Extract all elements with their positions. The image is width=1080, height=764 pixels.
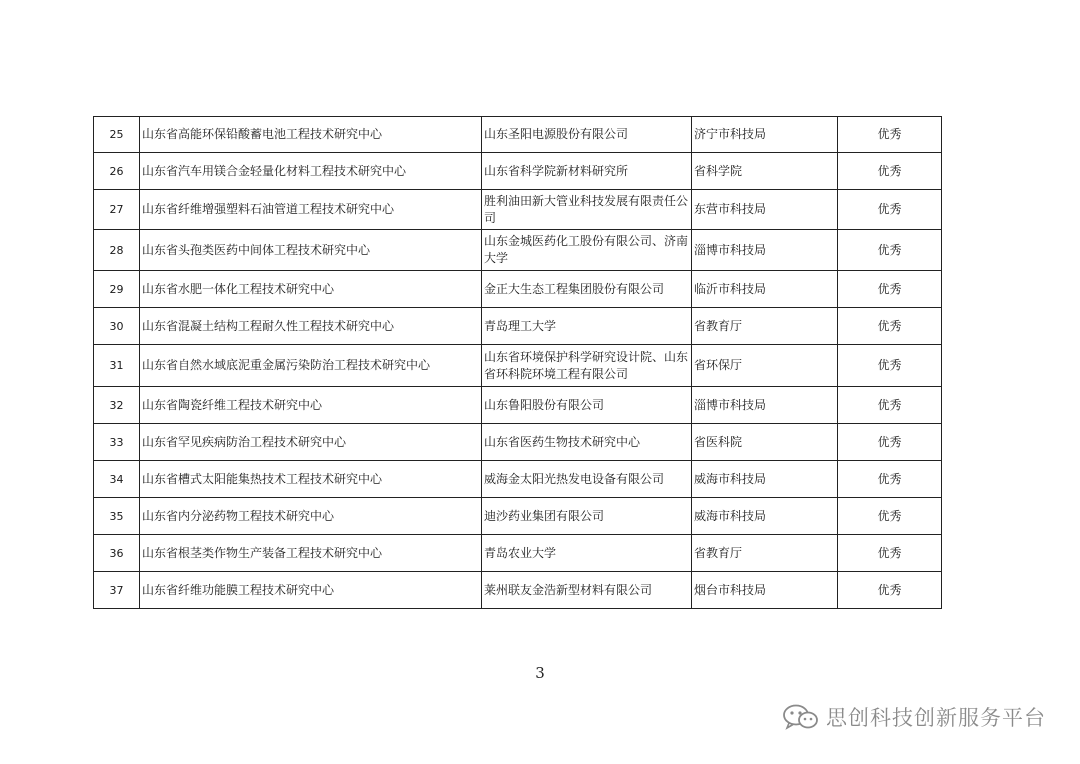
table-row bbox=[94, 498, 942, 535]
host-organization: 胜利油田新大管业科技发展有限责任公司 bbox=[482, 190, 692, 230]
row-number: 25 bbox=[94, 117, 140, 153]
host-organization: 山东省科学院新材料研究所 bbox=[482, 153, 692, 190]
supervising-department: 临沂市科技局 bbox=[692, 271, 838, 308]
center-name: 山东省槽式太阳能集热技术工程技术研究中心 bbox=[140, 461, 482, 498]
row-number: 35 bbox=[94, 498, 140, 535]
table-row bbox=[94, 153, 942, 190]
center-name: 山东省根茎类作物生产装备工程技术研究中心 bbox=[140, 535, 482, 572]
host-organization: 迪沙药业集团有限公司 bbox=[482, 498, 692, 535]
center-name: 山东省水肥一体化工程技术研究中心 bbox=[140, 271, 482, 308]
table-row bbox=[94, 230, 942, 271]
results-table-body bbox=[94, 117, 942, 609]
evaluation-result: 优秀 bbox=[838, 230, 942, 271]
evaluation-result: 优秀 bbox=[838, 153, 942, 190]
evaluation-result: 优秀 bbox=[838, 117, 942, 153]
center-name: 山东省高能环保铅酸蓄电池工程技术研究中心 bbox=[140, 117, 482, 153]
evaluation-result: 优秀 bbox=[838, 387, 942, 424]
table-row bbox=[94, 271, 942, 308]
watermark-text: 思创科技创新服务平台 bbox=[826, 706, 1046, 730]
host-organization: 威海金太阳光热发电设备有限公司 bbox=[482, 461, 692, 498]
row-number: 37 bbox=[94, 572, 140, 609]
host-organization: 山东省环境保护科学研究设计院、山东省环科院环境工程有限公司 bbox=[482, 345, 692, 387]
table-row bbox=[94, 461, 942, 498]
host-organization: 青岛理工大学 bbox=[482, 308, 692, 345]
evaluation-result: 优秀 bbox=[838, 424, 942, 461]
host-organization: 山东省医药生物技术研究中心 bbox=[482, 424, 692, 461]
center-name: 山东省头孢类医药中间体工程技术研究中心 bbox=[140, 230, 482, 271]
table-row bbox=[94, 387, 942, 424]
supervising-department: 淄博市科技局 bbox=[692, 230, 838, 271]
host-organization: 青岛农业大学 bbox=[482, 535, 692, 572]
host-organization: 莱州联友金浩新型材料有限公司 bbox=[482, 572, 692, 609]
page-number: 3 bbox=[535, 664, 545, 682]
table-row bbox=[94, 424, 942, 461]
supervising-department: 淄博市科技局 bbox=[692, 387, 838, 424]
center-name: 山东省混凝土结构工程耐久性工程技术研究中心 bbox=[140, 308, 482, 345]
center-name: 山东省罕见疾病防治工程技术研究中心 bbox=[140, 424, 482, 461]
evaluation-result: 优秀 bbox=[838, 535, 942, 572]
supervising-department: 济宁市科技局 bbox=[692, 117, 838, 153]
center-name: 山东省陶瓷纤维工程技术研究中心 bbox=[140, 387, 482, 424]
supervising-department: 威海市科技局 bbox=[692, 461, 838, 498]
table-row bbox=[94, 190, 942, 230]
table-row bbox=[94, 572, 942, 609]
evaluation-result: 优秀 bbox=[838, 308, 942, 345]
center-name: 山东省纤维功能膜工程技术研究中心 bbox=[140, 572, 482, 609]
supervising-department: 省教育厅 bbox=[692, 535, 838, 572]
host-organization: 山东金城医药化工股份有限公司、济南大学 bbox=[482, 230, 692, 271]
evaluation-result: 优秀 bbox=[838, 190, 942, 230]
evaluation-result: 优秀 bbox=[838, 461, 942, 498]
table-row bbox=[94, 535, 942, 572]
wechat-icon bbox=[782, 703, 820, 731]
supervising-department: 威海市科技局 bbox=[692, 498, 838, 535]
evaluation-result: 优秀 bbox=[838, 345, 942, 387]
row-number: 27 bbox=[94, 190, 140, 230]
supervising-department: 烟台市科技局 bbox=[692, 572, 838, 609]
center-name: 山东省汽车用镁合金轻量化材料工程技术研究中心 bbox=[140, 153, 482, 190]
watermark bbox=[782, 702, 1046, 732]
host-organization: 山东圣阳电源股份有限公司 bbox=[482, 117, 692, 153]
results-table bbox=[93, 116, 942, 609]
row-number: 29 bbox=[94, 271, 140, 308]
row-number: 36 bbox=[94, 535, 140, 572]
supervising-department: 省教育厅 bbox=[692, 308, 838, 345]
row-number: 32 bbox=[94, 387, 140, 424]
supervising-department: 东营市科技局 bbox=[692, 190, 838, 230]
evaluation-result: 优秀 bbox=[838, 498, 942, 535]
evaluation-result: 优秀 bbox=[838, 271, 942, 308]
center-name: 山东省纤维增强塑料石油管道工程技术研究中心 bbox=[140, 190, 482, 230]
evaluation-result: 优秀 bbox=[838, 572, 942, 609]
host-organization: 金正大生态工程集团股份有限公司 bbox=[482, 271, 692, 308]
supervising-department: 省科学院 bbox=[692, 153, 838, 190]
row-number: 33 bbox=[94, 424, 140, 461]
host-organization: 山东鲁阳股份有限公司 bbox=[482, 387, 692, 424]
row-number: 26 bbox=[94, 153, 140, 190]
row-number: 31 bbox=[94, 345, 140, 387]
center-name: 山东省内分泌药物工程技术研究中心 bbox=[140, 498, 482, 535]
row-number: 28 bbox=[94, 230, 140, 271]
row-number: 34 bbox=[94, 461, 140, 498]
table-row bbox=[94, 117, 942, 153]
table-row bbox=[94, 345, 942, 387]
results-table-container bbox=[93, 116, 941, 609]
supervising-department: 省环保厅 bbox=[692, 345, 838, 387]
table-row bbox=[94, 308, 942, 345]
row-number: 30 bbox=[94, 308, 140, 345]
center-name: 山东省自然水域底泥重金属污染防治工程技术研究中心 bbox=[140, 345, 482, 387]
supervising-department: 省医科院 bbox=[692, 424, 838, 461]
